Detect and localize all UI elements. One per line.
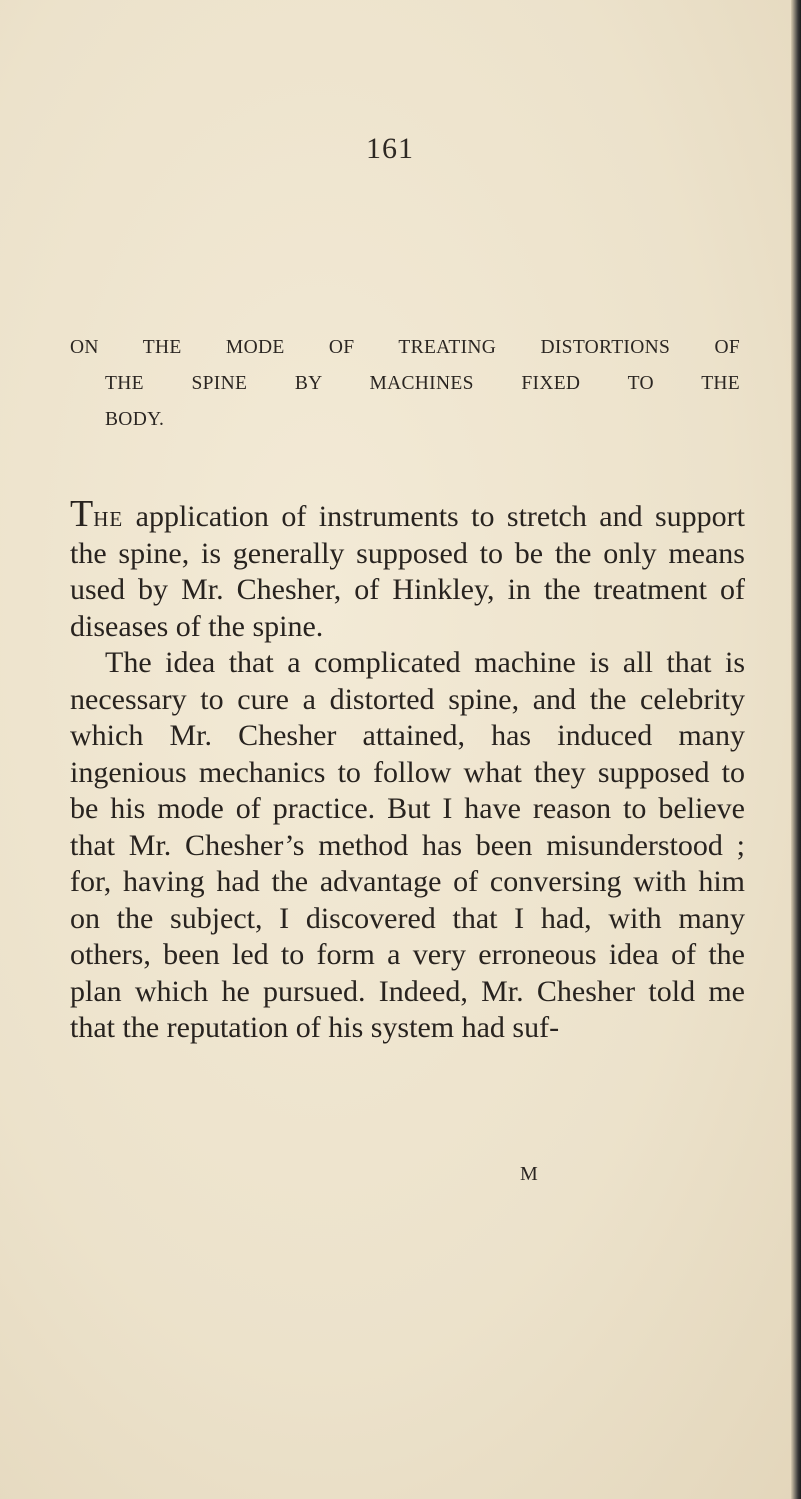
opening-small-caps: he [93, 500, 124, 533]
paragraph-2: The idea that a complicated machine is all that is necessary to cure a distorted spine, and the celebrity which Mr. Chesher attained, has induced many ingenious mechanics to follow what they supposed to be his mode of practice. But I have reason to believe that Mr. Chesher’s method has been misunderstood ; for, having had the advantage of conversing with him on the subject, I discovered that I had, with many others, been led to form a very erroneous idea of the plan which he pursued. Indeed, Mr. Chesher told me that the reputation of his system had suf- [70, 646, 745, 1044]
paragraph-1 [70, 495, 745, 645]
page-edge-shadow [791, 0, 801, 1499]
signature-mark: M [520, 1163, 538, 1185]
heading-line-1: ON THE MODE OF TREATING DISTORTIONS OF [70, 337, 740, 358]
drop-cap: T [70, 493, 94, 535]
body-text [70, 495, 745, 1047]
heading-line-2: THE SPINE BY MACHINES FIXED TO THE [105, 373, 740, 394]
paragraph-1-text: application of instruments to stretch and support the spine, is generally supposed to be the only means used by Mr. Chesher, of Hinkley, in the treatment of diseases of the spine. [70, 500, 745, 643]
page-number: 161 [366, 132, 414, 165]
heading-line-3: BODY. [105, 409, 165, 430]
chapter-heading [70, 330, 740, 438]
